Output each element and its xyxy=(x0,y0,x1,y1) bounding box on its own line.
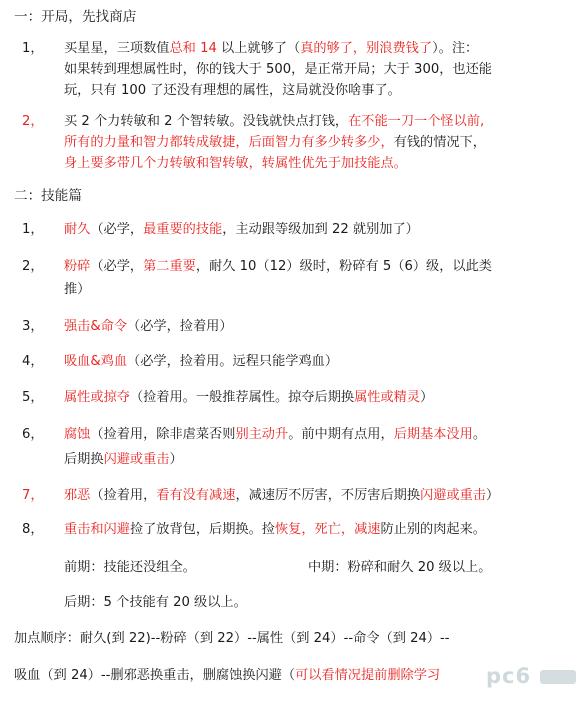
skill-number-8: 8， xyxy=(22,522,44,537)
skill-6-line-1: 腐蚀（捡着用，除非虐菜否则别主动升。前中期有点用，后期基本没用。 xyxy=(64,427,486,442)
skill-1-line: 耐久（必学，最重要的技能，主动跟等级加到 22 就别加了） xyxy=(64,222,419,237)
item-number-2: 2， xyxy=(22,114,44,129)
item-number-1: 1， xyxy=(22,41,44,56)
section-title-opening: 一：开局，先找商店 xyxy=(14,9,137,25)
skill-3-line: 强击&命令（必学，捡着用） xyxy=(64,319,233,334)
skill-number-2: 2， xyxy=(22,259,44,274)
watermark-text: pc6 xyxy=(486,664,532,688)
watermark-logo xyxy=(486,664,578,694)
skill-number-6: 6， xyxy=(22,427,44,442)
skill-6-line-2: 后期换闪避或重击） xyxy=(64,452,183,467)
item-1-line-2: 如果转到理想属性时，你的钱大于 500，是正常开局；大于 300，也还能 xyxy=(64,62,492,77)
section-title-skills: 二：技能篇 xyxy=(14,188,82,204)
item-1-line-1: 买星星，三项数值总和 14 以上就够了（真的够了，别浪费钱了）。注： xyxy=(64,41,479,56)
skill-8-line: 重击和闪避捡了放背包，后期换。捡恢复，死亡，减速防止别的肉起来。 xyxy=(64,522,486,537)
phase-early: 前期：技能还没组全。 xyxy=(64,560,196,575)
skill-order-line-2: 吸血（到 24）--删邪恶换重击，删腐蚀换闪避（可以看情况提前删除学习 xyxy=(14,668,441,683)
item-2-line-1: 买 2 个力转敏和 2 个智转敏。没钱就快点打钱，在不能一刀一个怪以前, xyxy=(64,114,485,129)
watermark-badge-icon xyxy=(540,670,576,684)
phase-mid: 中期：粉碎和耐久 20 级以上。 xyxy=(308,560,492,575)
skill-number-7: 7， xyxy=(22,488,44,503)
skill-2-line-1: 粉碎（必学，第二重要，耐久 10（12）级时，粉碎有 5（6）级，以此类 xyxy=(64,259,492,274)
skill-number-3: 3， xyxy=(22,319,44,334)
phase-late: 后期：5 个技能有 20 级以上。 xyxy=(64,595,247,610)
skill-number-1: 1， xyxy=(22,222,44,237)
skill-order-line-1: 加点顺序：耐久(到 22)--粉碎（到 22）--属性（到 24）--命令（到 24）-- xyxy=(14,631,450,646)
skill-4-line: 吸血&鸡血（必学，捡着用。远程只能学鸡血） xyxy=(64,354,339,369)
skill-2-line-2: 推） xyxy=(64,282,91,297)
skill-number-4: 4， xyxy=(22,354,44,369)
item-1-line-3: 玩，只有 100 了还没有理想的属性，这局就没你啥事了。 xyxy=(64,83,401,98)
item-2-line-3: 身上要多带几个力转敏和智转敏，转属性优先于加技能点。 xyxy=(64,156,407,171)
item-2-line-2: 所有的力量和智力都转成敏捷，后面智力有多少转多少，有钱的情况下， xyxy=(64,135,486,150)
skill-7-line: 邪恶（捡着用，看有没有减速，减速厉不厉害，不厉害后期换闪避或重击） xyxy=(64,488,500,503)
skill-number-5: 5， xyxy=(22,390,44,405)
skill-5-line: 属性或掠夺（捡着用。一般推荐属性。掠夺后期换属性或精灵） xyxy=(64,390,434,405)
